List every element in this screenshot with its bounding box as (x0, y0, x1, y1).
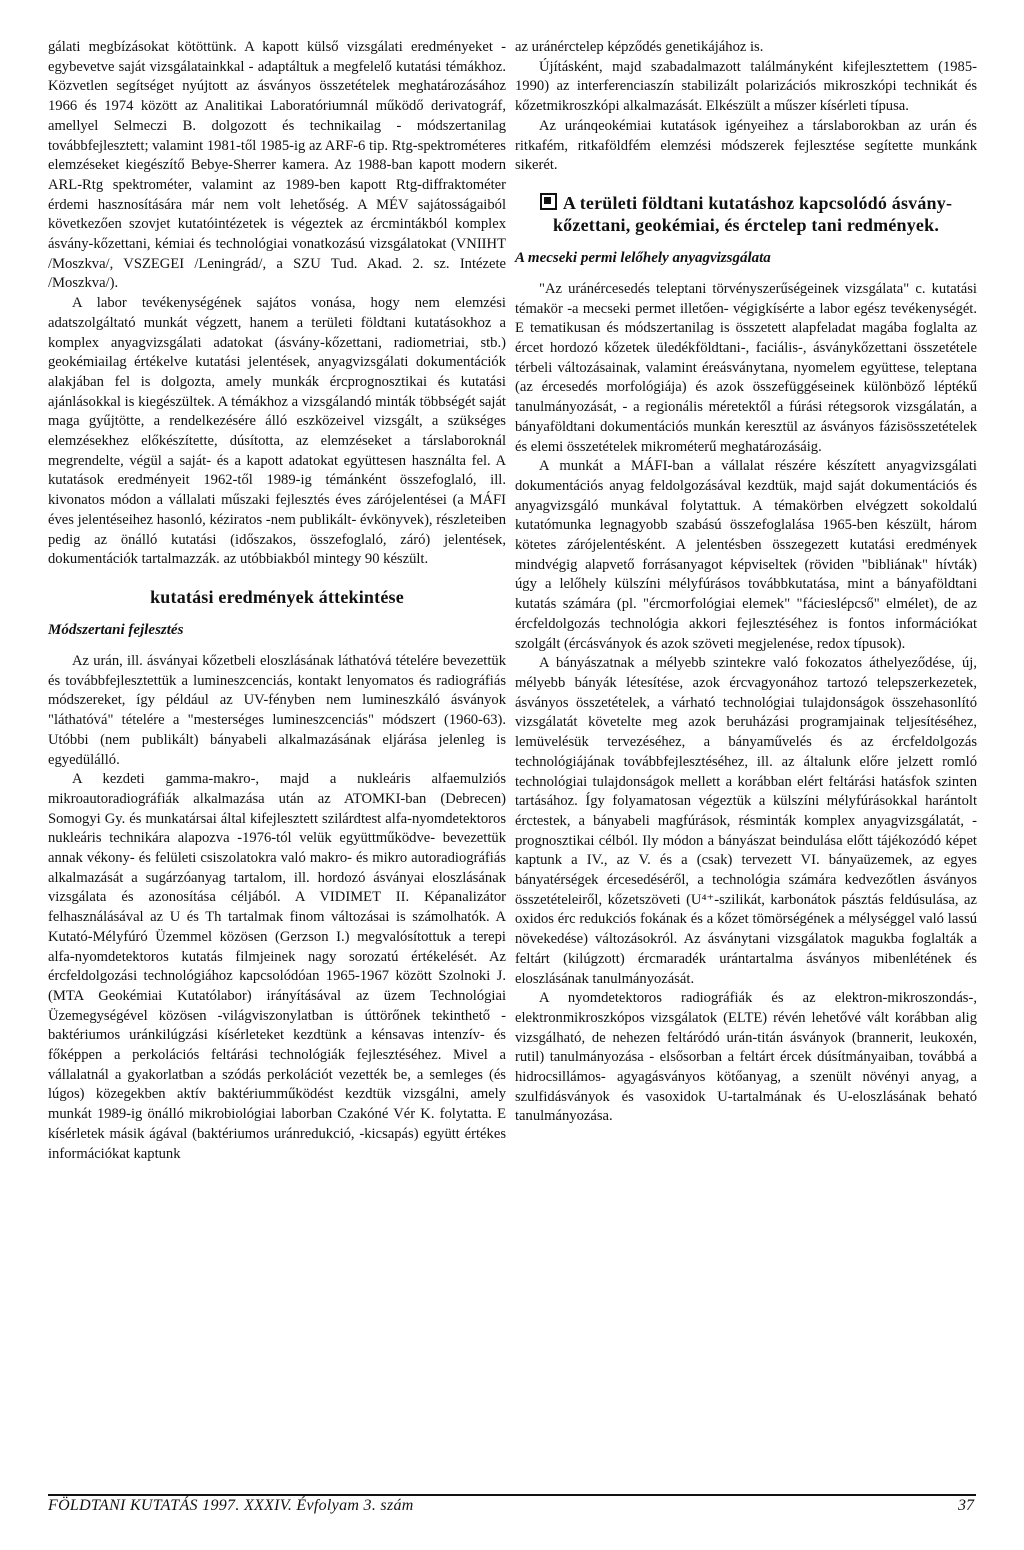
subsection-heading: Módszertani fejlesztés (48, 621, 184, 638)
left-column (48, 38, 506, 1164)
section-heading: kutatási eredmények áttekintése (150, 586, 404, 607)
paragraph: A munkát a MÁFI-ban a vállalat részére készített anyagvizsgálati dokumentációs anyag feldolgozásával kezdtük, majd saját dokumentációs és anyagvizsgáló munkával folytattuk. A témakörben elvégzett sokoldalú kutatómunka legnagyobb szabású összefoglalása 1965-ben készült, három kötetes zárójelentésként. A jelentésben összegezett kutatási eredmények mindvégig alapvető forrásanyagot képviseltek (röviden "bibliának" hívták) úgy a lelőhely külszíni mélyfúrásos továbbkutatása, mint a bányaföldtani kutatás számára (pl. "ércmorfológiai elemek" "fácieslépcső" elmélet), de az ércfeldolgozás technológia akkori fejlesztéséhez is fontos információkat szolgált (ércásványok és azok szöveti megjelenése, redox típusok). (515, 458, 977, 652)
paragraph: A bányászatnak a mélyebb szintekre való fokozatos áthelyeződése, új, mélyebb bányák létesítése, azok ércvagyonához tartozó telepszerkezetek, ásványos összetételek, a várható technológiai tulajdonságok összehasonlító vizsgálatát követelte meg azok beruházási programjainak teljesítéséhez, lemüvelésük tervezéséhez, a bányaművelés és az ércfeldolgozás technológiájának továbbfejlesztéséhez, ill. az általunk előre jelzett romló technológiai tulajdonságok mellett a korábban elért feltárási hatásfok szinten tartásához. Így folyamatosan végeztük a külszíni mélyfúrásokkal harántolt érctestek, a bányabeli magfúrások, résminták komplex anyagvizsgálatát, - prognosztikai célból. Ily módon a bányászat beindulása előtt tájékozódó képet kaptunk a IV., az V. és a (csak) tervezett VI. bányaüzemek, az egyes bányatérségek ércesedéséről, a technológia számára kedvezőtlen ásványos összetételeiről, kőzetszöveti (U⁴⁺-szilikát, karbonátok pásztás feldúsulása, az oxidos érc redukciós fokának és a kőzet tömörségének a mélységgel való lassú növekedése) változásokról. Az ásványtani vizsgálatok magukba foglalták a feltárt (kilúgzott) ércmaradék urántartalma ásványos mibenlétének és eloszlásának tanulmányozását. (515, 655, 977, 987)
section-heading-text: A területi földtani kutatáshoz kapcsolódó ásvány-kőzettani, geokémiai, és érctelep tani redmények. (552, 192, 953, 235)
paragraph: "Az uránércesedés teleptani törvényszerűségeinek vizsgálata" c. kutatási témakör -a mecseki permet illetően- végigkísérte a labor egész tevékenységét. E tematikusan és módszertanilag is összetett alapfeladat magába foglalta az ércet hordozó kőzetek üledékföldtani-, faciális-, ásványkőzettani összetétele térbeli változásainak, valamint éreásványtana, nyomelem együttese, teleptana (az ércesedés morfológiája) és azok összefüggéseinek különböző léptékű tanulmányozását, - a regionális méretektől a fúrási rétegsorok vizsgálatán, a bányaföldtani dokumentációs munkán keresztül az ásványos fázisösszetételek és elemi összetételek mikrométerű meghatározásáig. (515, 280, 977, 455)
paragraph: Az uránqeokémiai kutatások igényeihez a társlaborokban az urán és ritkafém, ritkaföldfém elemzési módszerek fejlesztése segítette munkánk sikerét. (515, 117, 977, 174)
paragraph: Újításként, majd szabadalmazott találmányként kifejlesztettem (1985-1990) az interferenciaszín stabilizált polarizációs mikroszkópi technikát és kőzetmikroszkópi alkalmazását. Elkészült a műszer kísérleti típusa. (515, 58, 977, 115)
right-column (515, 38, 977, 1127)
subsection-heading: A mecseki permi lelőhely anyagvizsgálata (515, 249, 771, 266)
paragraph: A labor tevékenységének sajátos vonása, hogy nem elemzési adatszolgáltató munkát végzett, hanem a területi földtani kutatásokhoz a komplex anyagvizsgálati adatokat (ásvány-kőzettani, radiometriai, stb.) geokémiailag értékelve kutatási jelentések, anyagvizsgálati dokumentációk alakjában fel is dolgozta, amely munkák ércprognosztikai és kutatási ajánlásokkal is kiegészültek. A témákhoz a vizsgálandó minták többségét saját maga gyűjtötte, a rendelkezésére álló eszközeivel vizsgált, a szükséges elemzésekhez előkészítette, dúsította, az elemzéseket a társlaboroknál megrendelte, végül a saját- és a kapott adatokat együttesen használta fel. A kutatások eredményeit 1962-től 1989-ig témánként összefoglaló, ill. kivonatos módon a vállalati műszaki fejlesztés éves zárójelentései (a MÁFI éves jelentéseihez hasonló, kéziratos -nem publikált- évkönyvek), részleteiben pedig az önálló kutatási (időszakos, összefoglaló, záró) jelentések, dokumentációk tartalmazzák. az utóbbiakból mintegy 90 készült. (48, 295, 506, 568)
page-number: 37 (958, 1497, 974, 1514)
journal-footer: FÖLDTANI KUTATÁS 1997. XXXIV. Évfolyam 3. szám (48, 1497, 414, 1514)
section-heading (515, 192, 977, 236)
paragraph: az uránérctelep képződés genetikájához is. (515, 39, 764, 55)
footer-rule (48, 1494, 976, 1496)
section-marker-icon (540, 193, 557, 210)
paragraph: gálati megbízásokat kötöttünk. A kapott külső vizsgálati eredményeket - egybevetve saját vizsgálatainkkal - adaptáltuk a megfelelő kutatási témákhoz. Közvetlen segítséget nyújtott az ásványos összetételek meghatározásához 1966 és 1974 között az Analitikai Laboratóriumnál működő derivatográf, amellyel Selmeczi B. dolgozott és technikailag - módszertanilag továbbfejlesztett; valamint 1981-től 1985-ig az ARF-6 tip. Rtg-spektrométeres elemzéseket kiegészítő Bebye-Sherrer kamera. Az 1988-ban kapott modern ARL-Rtg spektrométer, valamint az 1989-ben kapott Rtg-diffraktométer érdemi hasznosítására már nem volt lehetőség. A MÉV sajátosságaiból következően szovjet kutatóintézetek is végeztek az ércmintákból komplex ásvány-kőzettani, kémiai és technológiai vonatkozású vizsgálatokat (VNIIHT /Moszkva/, VSZEGEI /Leningrád/, a SZU Tud. Akad. 2. sz. Intézete /Moszkva/). (48, 39, 506, 292)
paragraph: A kezdeti gamma-makro-, majd a nukleáris alfaemulziós mikroautoradiográfiák alkalmazása után az ATOMKI-ban (Debrecen) Somogyi Gy. és munkatársai által kifejlesztett szilárdtest alfa-nyomdetektoros nukleáris technikára alapozva -1976-tól velük együttműködve- bevezettük annak vékony- és felületi csiszolatokra való makro- és mikro autoradiográfiás alkalmazását a sugárzóanyag tartalom, ill. hordozó ásványai eloszlásának vizsgálata és azonosítása céljából. A VIDIMET II. Képanalizátor felhasználásával az U és Th tartalmak finom változásai is számolhatók. A Kutató-Mélyfúró Üzemmel közösen (Gerzson I.) megvalósítottuk a terepi alfa-nyomdetektoros kutatás filmjeinek nagy sorozatú értékelését. Az ércfeldolgozási technológiához kapcsolódóan 1965-1967 között Szolnoki J. (MTA Geokémiai Kutatólabor) irányításával az üzem Technológiai Üzemegységével közösen -világviszonylatban is úttörőnek tekinthető -baktériumos uránkilúgzási kísérleteket kezdtünk a kénsavas intenzív- és főképpen a perkolációs feltárási technológiák fejlesztéséhez. Mivel a vállalatnál a gyakorlatban a szódás perkolációt vezették be, a semleges (és lúgos) közegekben aktív baktériumműködést kezdtük vizsgálni, amely munkát 1989-ig önálló mikrobiológiai laborban Czakóné Vér K. folytatta. E kísérletek másik ágával (baktériumos uránredukció, -kicsapás) együtt értékes információkat kaptunk (48, 771, 506, 1162)
paragraph: A nyomdetektoros radiográfiák és az elektron-mikroszondás-, elektronmikroszkópos vizsgálatok (ELTE) révén lehetővé vált korábban alig vizsgálható, de nehezen feltáródó urán-titán ásványok (brannerit, leukoxén, rutil) tanulmányozása - elsősorban a feltárt ércek dúsítmányaiban, továbbá a hidrocsillámos- agyagásványos kötőanyag, a szenült növényi anyag, a szulfidásványok és vasoxidok U-tartalmának és U-eloszlásának beható tanulmányozása. (515, 990, 977, 1125)
paragraph: Az urán, ill. ásványai kőzetbeli eloszlásának láthatóvá tételére bevezettük és továbbfejlesztettük a lumineszcenciás, kontakt lenyomatos és radiográfiás módszereket, így például az UV-fényben nem lumineszkáló ásványok "láthatóvá" tételére a "mesterséges lumineszcenciás" módszert (1960-63). Utóbbi (nem publikált) bányabeli alkalmazásának eljárása jelenleg is egyedülálló. (48, 652, 506, 768)
